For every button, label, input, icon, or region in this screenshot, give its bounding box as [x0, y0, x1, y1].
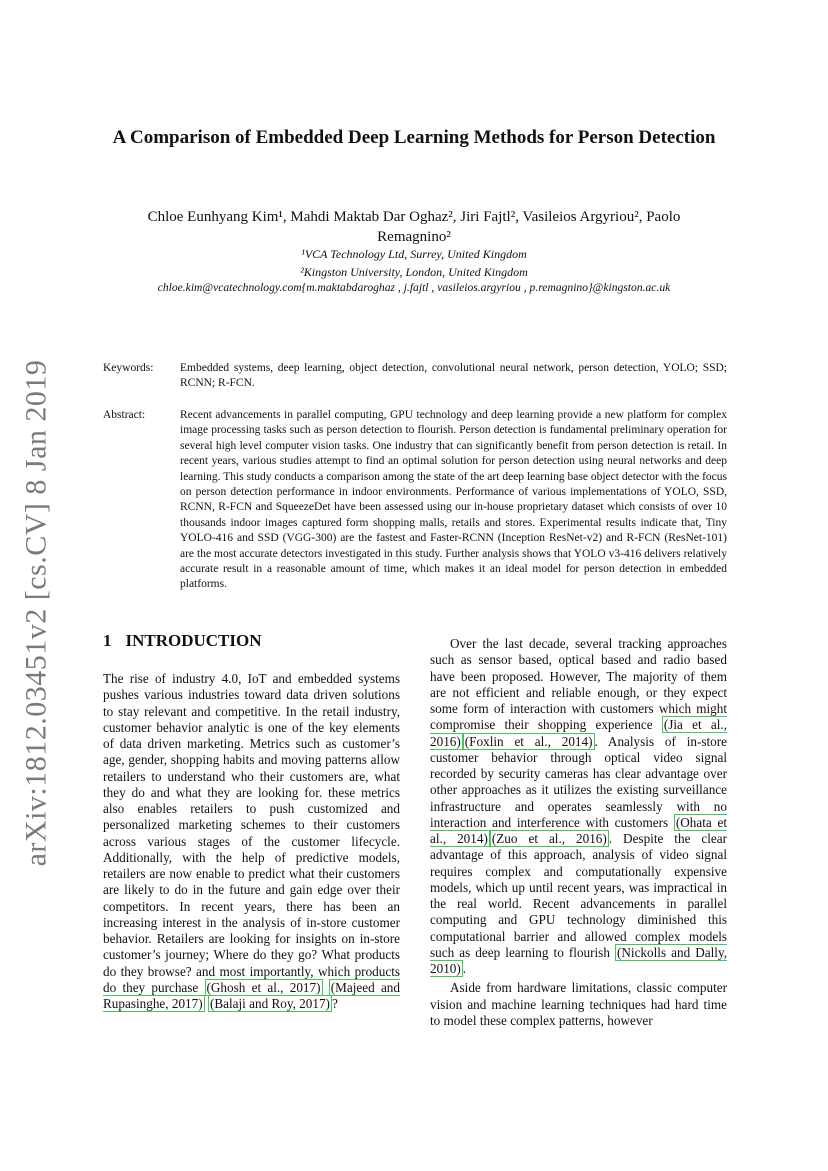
citation-link[interactable]: (Foxlin et al., 2014): [464, 733, 593, 749]
intro-text-end: .: [462, 961, 467, 976]
citation-link[interactable]: (Zuo et al., 2016): [491, 831, 607, 846]
arxiv-sidebar-stamp: [16, 359, 56, 866]
intro-paragraph-2: [430, 636, 727, 977]
keywords-text: Embedded systems, deep learning, object detection, convolutional neural network, person detection, YOLO; SSD; RCNN; R-FCN.: [180, 362, 727, 390]
section-heading: [103, 631, 262, 651]
abstract-block: [103, 408, 727, 593]
citation-link[interactable]: (Balaji and Roy, 2017): [209, 996, 330, 1011]
intro-text-end: ?: [331, 996, 338, 1011]
left-column: [103, 671, 400, 1012]
author-emails: chloe.kim@vcatechnology.com{m.maktabdaroghaz , j.fajtl , vasileios.argyriou , p.remagnino}@kingston.ac.uk: [157, 281, 671, 294]
author-list: [110, 207, 718, 247]
right-column: [430, 636, 727, 1029]
authors-line-1: Chloe Eunhyang Kim¹, Mahdi Maktab Dar Oghaz², Jiri Fajtl², Vasileios Argyriou², Paolo: [147, 209, 681, 225]
keywords-block: [103, 361, 727, 392]
citation-link[interactable]: (Ghosh et al., 2017): [206, 979, 321, 995]
authors-line-2: Remagnino²: [377, 229, 451, 245]
citation-link[interactable]: (Nickolls and Dally, 2010): [430, 944, 728, 976]
intro-text: . Despite the clear advantage of this approach, analysis of video signal requires complex and computationally expensive models, which up until recent years, was impractical in the real world. Recent advancements in parallel computing and GPU technology diminished this computational barrier and allowed complex models such as deep learning to flourish: [430, 831, 728, 960]
intro-text: The rise of industry 4.0, IoT and embedded systems pushes various industries toward data driven solutions to stay relevant and competitive. In the retail industry, customer behavior analytic is one of the key elements of data driven marketing. Metrics such as customer’s age, gender, shopping habits and moving patterns allow retailers to understand who their customers are, what they do and what they are looking for. these metrics also enables retailers to push customized and personalized marketing schemes to their customers across various stages of the customer lifecycle. Additionally, with the help of predictive models, retailers are now enable to predict what their customers are likely to do in the future and gain edge over their competitors. In recent years, there has been an increasing interest in the analysis of in-store customer behavior. Retailers are looking for insights on in-store customer’s journey; Where do they go? What products do they browse? and most importantly, which products do they purchase: [103, 671, 400, 995]
affiliation-2: ²Kingston University, London, United Kingdom: [300, 265, 528, 279]
citation-link[interactable]: (Jia et al., 2016): [430, 717, 727, 749]
citation-link[interactable]: (Ohata et al., 2014): [430, 814, 727, 846]
citation-link[interactable]: (Majeed and Rupasinghe, 2017): [103, 979, 400, 1011]
affiliation-1: ¹VCA Technology Ltd, Surrey, United Kingdom: [301, 247, 527, 261]
arxiv-identifier: arXiv:1812.03451v2 [cs.CV] 8 Jan 2019: [19, 359, 52, 866]
intro-text: Over the last decade, several tracking approaches such as sensor based, optical based and radio based have been proposed. However, The majority of them are not efficient and reliable enough, or they expect some form of interaction with customers which might compromise their shopping experience: [430, 636, 727, 733]
intro-paragraph-1: [103, 671, 400, 1012]
intro-text: . Analysis of in-store customer behavior through optical video signal recorded by security cameras has clear advantage over other approaches as it utilizes the existing surveillance infrastructure and operates seamlessly with no interaction and interference with customers: [430, 733, 728, 830]
abstract-label: Abstract:: [103, 409, 146, 421]
section-number: 1: [103, 631, 112, 650]
keywords-label: Keywords:: [103, 362, 154, 374]
intro-paragraph-3: Aside from hardware limitations, classic computer vision and machine learning techniques had hard time to model these complex patterns, however: [430, 980, 727, 1028]
paper-title: A Comparison of Embedded Deep Learning Methods for Person Detection: [112, 127, 716, 148]
abstract-text: Recent advancements in parallel computing, GPU technology and deep learning provide a new platform for complex image processing tasks such as person detection to flourish. Person detection is fundamental preliminary operation for several high level computer vision tasks. One industry that can significantly benefit from person detection is retail. In recent years, various studies attempt to find an optimal solution for person detection using neural networks and deep learning. This study conducts a comparison among the state of the art deep learning base object detector with the focus on person detection performance in indoor environments. Performance of various implementations of YOLO, SSD, RCNN, R-FCN and SqueezeDet have been assessed using our in-house proprietary dataset which consists of over 10 thousands indoor images captured form shopping malls, retails and stores. Experimental results indicate that, Tiny YOLO-416 and SSD (VGG-300) are the fastest and Faster-RCNN (Inception ResNet-v2) and R-FCN (ResNet-101) are the most accurate detectors investigated in this study. Further analysis shows that YOLO v3-416 delivers relatively accurate result in a reasonable amount of time, which makes it an ideal model for person detection in embedded platforms.: [180, 409, 727, 591]
section-title: INTRODUCTION: [125, 631, 262, 650]
